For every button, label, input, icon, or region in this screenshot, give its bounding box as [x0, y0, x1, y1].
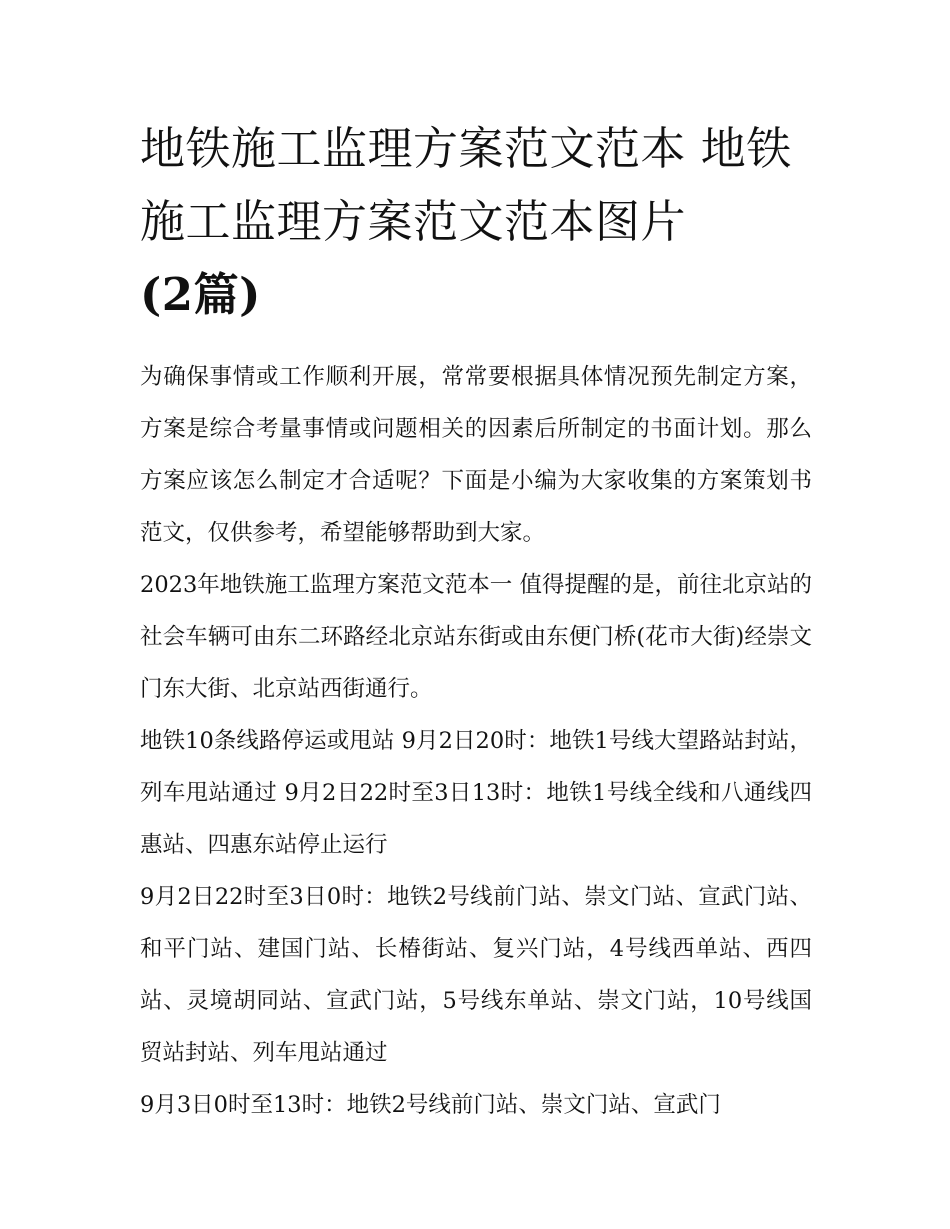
paragraph-station-closure: 9月2日22时至3日0时：地铁2号线前门站、崇文门站、宣武门站、和平门站、建国门站、长椿街站、复兴门站，4号线西单站、西四站、灵境胡同站、宣武门站，5号线东单站、崇文门站，10号线国贸站封站、列车甩站通过: [140, 884, 812, 1066]
paragraph-line-closure: 地铁10条线路停运或甩站 9月2日20时：地铁1号线大望路站封站，列车甩站通过 9月2日22时至3日13时：地铁1号线全线和八通线四惠站、四惠东站停止运行: [140, 728, 812, 858]
document-title: [140, 112, 812, 331]
paragraph-schedule: 9月3日0时至13时：地铁2号线前门站、崇文门站、宣武门: [140, 1092, 721, 1118]
paragraph-notice: 2023年地铁施工监理方案范文范本一 值得提醒的是，前往北京站的社会车辆可由东二环路经北京站东街或由东便门桥(花市大街)经崇文门东大街、北京站西街通行。: [140, 572, 812, 702]
title-count: (2篇): [140, 268, 261, 321]
document-page: [140, 112, 812, 1131]
paragraph-intro: 为确保事情或工作顺利开展，常常要根据具体情况预先制定方案，方案是综合考量事情或问题相关的因素后所制定的书面计划。那么方案应该怎么制定才合适呢？下面是小编为大家收集的方案策划书范文，仅供参考，希望能够帮助到大家。: [140, 364, 812, 546]
title-main: 地铁施工监理方案范文范本 地铁施工监理方案范文范本图片: [140, 122, 792, 248]
